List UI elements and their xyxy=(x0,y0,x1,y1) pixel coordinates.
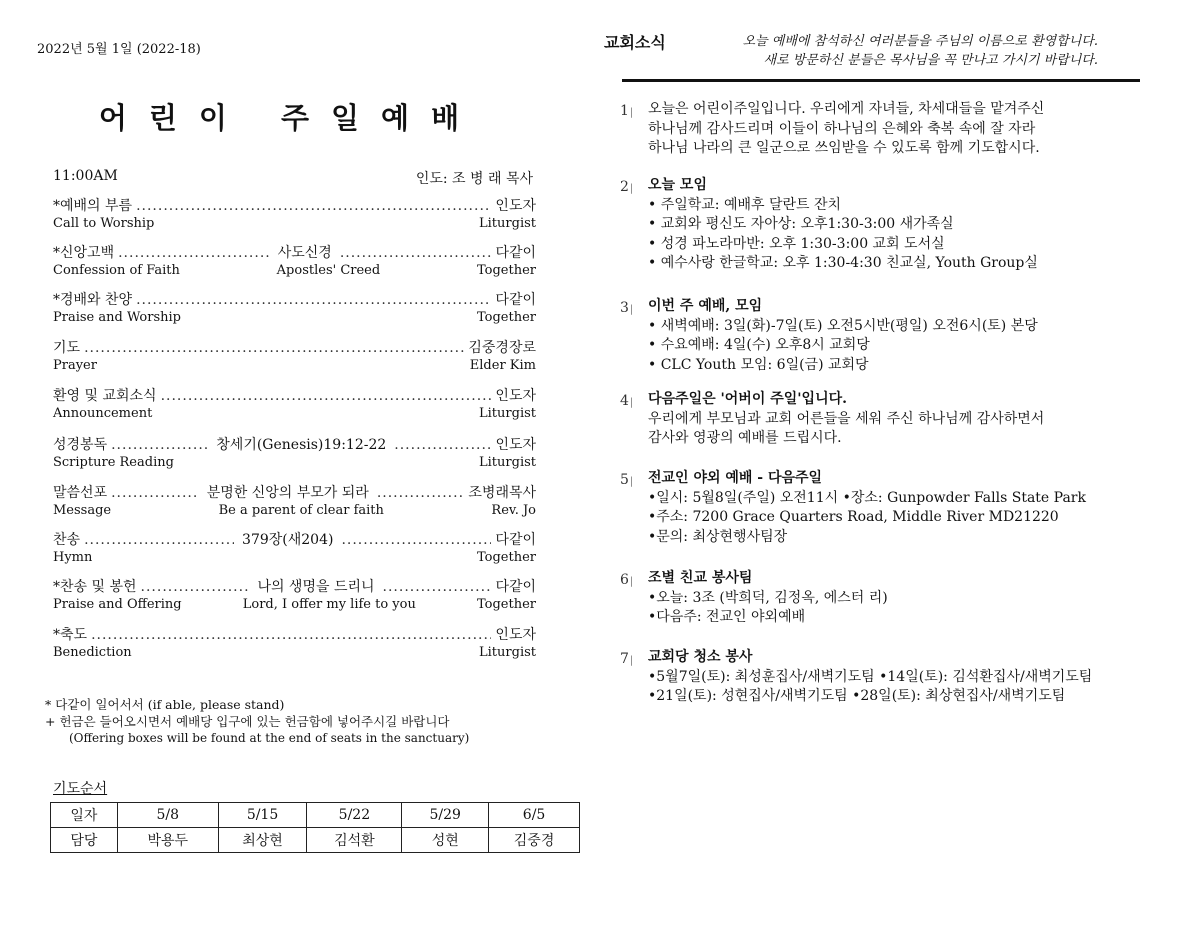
order-item-ko xyxy=(53,627,536,644)
order-item-title-en: Benediction xyxy=(53,645,132,660)
order-item xyxy=(53,340,536,374)
order-item-title-en: Confession of Faith xyxy=(53,263,180,278)
news-item-line: • 교회와 평신도 자아상: 오후1:30-3:00 새가족실 xyxy=(648,216,954,232)
service-leader: 인도: 조 병 래 목사 xyxy=(415,171,533,187)
order-item-en xyxy=(53,262,536,279)
order-item-en xyxy=(53,215,536,232)
news-item-line: • 새벽예배: 3일(화)-7일(토) 오전5시반(평일) 오전6시(토) 본당 xyxy=(648,317,1038,334)
order-item-ko xyxy=(53,485,536,502)
order-item xyxy=(53,388,536,422)
prayer-schedule-table xyxy=(50,802,580,853)
leader-dots xyxy=(111,485,199,502)
order-item-title-en: Message xyxy=(53,503,112,518)
news-item-heading: 이번 주 예배, 모임 xyxy=(648,298,763,314)
leader-dots xyxy=(341,532,491,549)
church-news-page xyxy=(600,0,1200,929)
order-item-leader: 다같이 xyxy=(495,292,536,308)
order-item-title-en: Call to Worship xyxy=(53,216,155,231)
order-item-ko xyxy=(53,532,536,549)
order-item-detail-en: Be a parent of clear faith xyxy=(218,503,384,518)
page-title: 어린이 주일예배 xyxy=(98,101,482,135)
leader-dots xyxy=(161,388,492,405)
order-item xyxy=(53,532,536,566)
news-item-line: •21일(토): 성현집사/새벽기도팀 •28일(토): 최상현집사/새벽기도팀 xyxy=(648,688,1066,704)
order-item-ko xyxy=(53,388,536,405)
news-welcome xyxy=(700,32,1098,70)
leader-dots xyxy=(118,245,270,262)
divider xyxy=(622,79,1140,82)
news-item-line: 우리에게 부모님과 교회 어른들을 세워 주신 하나님께 감사하면서 xyxy=(648,410,1045,427)
order-item-title: 말씀선포 xyxy=(53,485,108,501)
news-item-heading: 교회당 청소 봉사 xyxy=(648,649,753,665)
leader-dots xyxy=(84,532,234,549)
order-item-leader-en: Liturgist xyxy=(479,216,536,231)
order-item-leader-en: Liturgist xyxy=(479,645,536,660)
order-item-title: 성경봉독 xyxy=(53,437,108,453)
leader-dots xyxy=(84,340,464,357)
order-item-leader: 인도자 xyxy=(495,388,536,404)
order-item xyxy=(53,245,536,279)
order-item-detail-en xyxy=(154,215,479,232)
news-item-line: •다음주: 전교인 야외예배 xyxy=(648,609,806,625)
worship-notes xyxy=(45,696,469,747)
news-item-heading: 조별 친교 봉사팀 xyxy=(648,570,753,586)
news-item-number: 1 | xyxy=(620,102,640,123)
order-item-en xyxy=(53,596,536,613)
order-item-detail: 379장(새204) xyxy=(242,532,334,548)
news-item-body xyxy=(648,297,1178,375)
order-item xyxy=(53,627,536,661)
order-item xyxy=(53,485,536,519)
order-item-title: *경배와 찬양 xyxy=(53,292,133,308)
table-cell: 최상현 xyxy=(218,828,307,853)
news-item-body xyxy=(648,100,1178,159)
order-item-title-en: Scripture Reading xyxy=(53,455,174,470)
news-item-number: 6 | xyxy=(620,571,640,592)
order-item-leader: 인도자 xyxy=(495,437,537,453)
order-item-title: *신앙고백 xyxy=(53,245,115,261)
order-item-leader: 다같이 xyxy=(495,579,537,595)
order-item-ko xyxy=(53,292,536,309)
leader-dots xyxy=(383,579,492,596)
order-item-detail-en: Apostles' Creed xyxy=(276,263,381,278)
table-cell: 일자 xyxy=(51,803,118,828)
order-item-ko xyxy=(53,245,536,262)
order-item-title: 기도 xyxy=(53,340,81,356)
welcome-line: 오늘 예배에 참석하신 여러분들을 주님의 이름으로 환영합니다. xyxy=(742,34,1098,49)
news-item-body xyxy=(648,390,1178,449)
news-item-line: 하나님께 감사드리며 이들이 하나님의 은혜와 축복 속에 잘 자라 xyxy=(648,120,1036,137)
order-item-leader: 다같이 xyxy=(495,245,537,261)
order-item-leader-en: Together xyxy=(476,263,536,278)
news-item-line: •일시: 5월8일(주일) 오전11시 •장소: Gunpowder Falls State Park xyxy=(648,489,1086,506)
news-item-number: 2 | xyxy=(620,178,640,199)
order-item-title-en: Prayer xyxy=(53,358,97,373)
order-item-title-en: Announcement xyxy=(53,406,153,421)
news-item-line: • 주일학교: 예배후 달란트 잔치 xyxy=(648,196,842,213)
note-stand: * 다같이 일어서서 (if able, please stand) xyxy=(45,697,285,712)
leader-dots xyxy=(377,485,465,502)
order-item-title-en: Praise and Offering xyxy=(53,597,182,612)
leader-dots xyxy=(136,198,491,215)
leader-dots xyxy=(136,292,491,309)
order-item-detail: 분명한 신앙의 부모가 되라 xyxy=(206,485,369,501)
news-item-heading: 오늘 모임 xyxy=(648,177,707,193)
leader-dots xyxy=(91,627,491,644)
table-cell: 5/22 xyxy=(307,803,402,828)
order-item-title-en: Hymn xyxy=(53,550,93,565)
order-item-leader-en: Together xyxy=(476,597,536,612)
order-item-detail-en xyxy=(152,405,479,422)
order-item-en xyxy=(53,309,536,326)
order-item-title: *예배의 부름 xyxy=(53,198,133,214)
order-item-en xyxy=(53,405,536,422)
order-item-en xyxy=(53,644,536,661)
order-item-leader-en: Liturgist xyxy=(479,455,536,470)
news-item-line: • 수요예배: 4일(수) 오후8시 교회당 xyxy=(648,337,870,353)
news-item-number: 5 | xyxy=(620,471,640,492)
service-time-row xyxy=(53,168,533,187)
leader-dots xyxy=(340,245,492,262)
news-item-line: •문의: 최상현행사팀장 xyxy=(648,528,788,545)
order-item-detail-en xyxy=(92,549,477,566)
news-item-line: • 성경 파노라마반: 오후 1:30-3:00 교회 도서실 xyxy=(648,235,945,252)
table-row xyxy=(51,828,580,853)
order-item-detail: 창세기(Genesis)19:12-22 xyxy=(216,437,387,453)
news-item-heading: 전교인 야외 예배 - 다음주일 xyxy=(648,470,823,486)
news-item-line: •오늘: 3조 (박희덕, 김정옥, 에스터 리) xyxy=(648,589,888,606)
news-item-body xyxy=(648,569,1178,628)
order-item-en xyxy=(53,357,536,374)
order-item-title: *찬송 및 봉헌 xyxy=(53,579,137,595)
table-cell: 김중경 xyxy=(489,828,580,853)
note-offering-en: (Offering boxes will be found at the end of seats in the sanctuary) xyxy=(69,731,470,745)
news-item-line: 감사와 영광의 예배를 드립시다. xyxy=(648,430,842,446)
table-cell: 5/29 xyxy=(402,803,489,828)
prayer-schedule-title: 기도순서 xyxy=(53,781,108,797)
order-item-ko xyxy=(53,579,536,596)
order-item-leader-en: Liturgist xyxy=(479,406,536,421)
order-item-en xyxy=(53,454,536,471)
order-item-en xyxy=(53,502,536,519)
order-item-detail-en xyxy=(174,454,479,471)
news-item-number: 3 | xyxy=(620,299,640,320)
news-item-line: • CLC Youth 모임: 6일(금) 교회당 xyxy=(648,356,869,373)
order-item-leader: 김중경장로 xyxy=(468,340,536,356)
order-item-leader: 다같이 xyxy=(495,532,536,548)
news-item-line: 하나님 나라의 큰 일군으로 쓰임받을 수 있도록 함께 기도합시다. xyxy=(648,140,1040,156)
order-item-ko xyxy=(53,198,536,215)
order-item xyxy=(53,579,536,613)
table-cell: 5/8 xyxy=(117,803,218,828)
order-item-detail-en xyxy=(97,357,470,374)
order-item-title: 환영 및 교회소식 xyxy=(53,388,157,404)
order-of-worship-page xyxy=(0,0,580,929)
news-item-body xyxy=(648,648,1178,707)
order-item-leader-en: Together xyxy=(476,310,536,325)
order-item-detail-en: Lord, I offer my life to you xyxy=(242,597,416,612)
table-row xyxy=(51,803,580,828)
order-item-detail: 사도신경 xyxy=(277,245,332,261)
news-item-body xyxy=(648,176,1178,274)
order-item-leader: 인도자 xyxy=(495,627,536,643)
leader-dots xyxy=(141,579,250,596)
order-item-leader-en: Together xyxy=(476,550,536,565)
order-item-detail-en xyxy=(132,644,479,661)
order-item xyxy=(53,198,536,232)
order-item-detail-en xyxy=(181,309,477,326)
news-item-line: • 예수사랑 한글학교: 오후 1:30-4:30 친교실, Youth Group실 xyxy=(648,255,1038,271)
news-item-body xyxy=(648,469,1178,547)
table-cell: 6/5 xyxy=(489,803,580,828)
table-cell: 성현 xyxy=(402,828,489,853)
news-item-heading: 다음주일은 '어버이 주일'입니다. xyxy=(648,391,848,407)
welcome-line: 새로 방문하신 분들은 목사님을 꼭 만나고 가시기 바랍니다. xyxy=(763,53,1098,68)
order-item xyxy=(53,437,536,471)
news-item-line: •주소: 7200 Grace Quarters Road, Middle River MD21220 xyxy=(648,509,1059,525)
news-item-number: 4 | xyxy=(620,392,640,413)
news-title: 교회소식 xyxy=(604,33,666,52)
leader-dots xyxy=(111,437,208,454)
table-cell: 담당 xyxy=(51,828,118,853)
table-cell: 김석환 xyxy=(307,828,402,853)
order-item-ko xyxy=(53,340,536,357)
leader-dots xyxy=(394,437,491,454)
order-item-title: *축도 xyxy=(53,627,88,643)
order-item-leader: 인도자 xyxy=(495,198,536,214)
news-item-number: 7 | xyxy=(620,650,640,671)
bulletin-date: 2022년 5월 1일 (2022-18) xyxy=(37,42,201,57)
order-item-title-en: Praise and Worship xyxy=(53,310,181,325)
table-cell: 박용두 xyxy=(117,828,218,853)
order-item-leader-en: Rev. Jo xyxy=(491,503,536,518)
note-offering: + 헌금은 들어오시면서 예배당 입구에 있는 헌금함에 넣어주시길 바랍니다 xyxy=(45,714,450,729)
order-item-leader-en: Elder Kim xyxy=(469,358,536,373)
order-item-en xyxy=(53,549,536,566)
order-item-title: 찬송 xyxy=(53,532,81,548)
order-item-ko xyxy=(53,437,536,454)
order-item-detail: 나의 생명을 드리니 xyxy=(257,579,375,595)
order-item-leader: 조병래목사 xyxy=(468,485,537,501)
news-item-line: 오늘은 어린이주일입니다. 우리에게 자녀들, 차세대들을 맡겨주신 xyxy=(648,101,1045,117)
service-time: 11:00AM xyxy=(53,168,118,184)
news-item-line: •5월7일(토): 최성훈집사/새벽기도팀 •14일(토): 김석환집사/새벽기도팀 xyxy=(648,668,1093,685)
table-cell: 5/15 xyxy=(218,803,307,828)
order-item xyxy=(53,292,536,326)
